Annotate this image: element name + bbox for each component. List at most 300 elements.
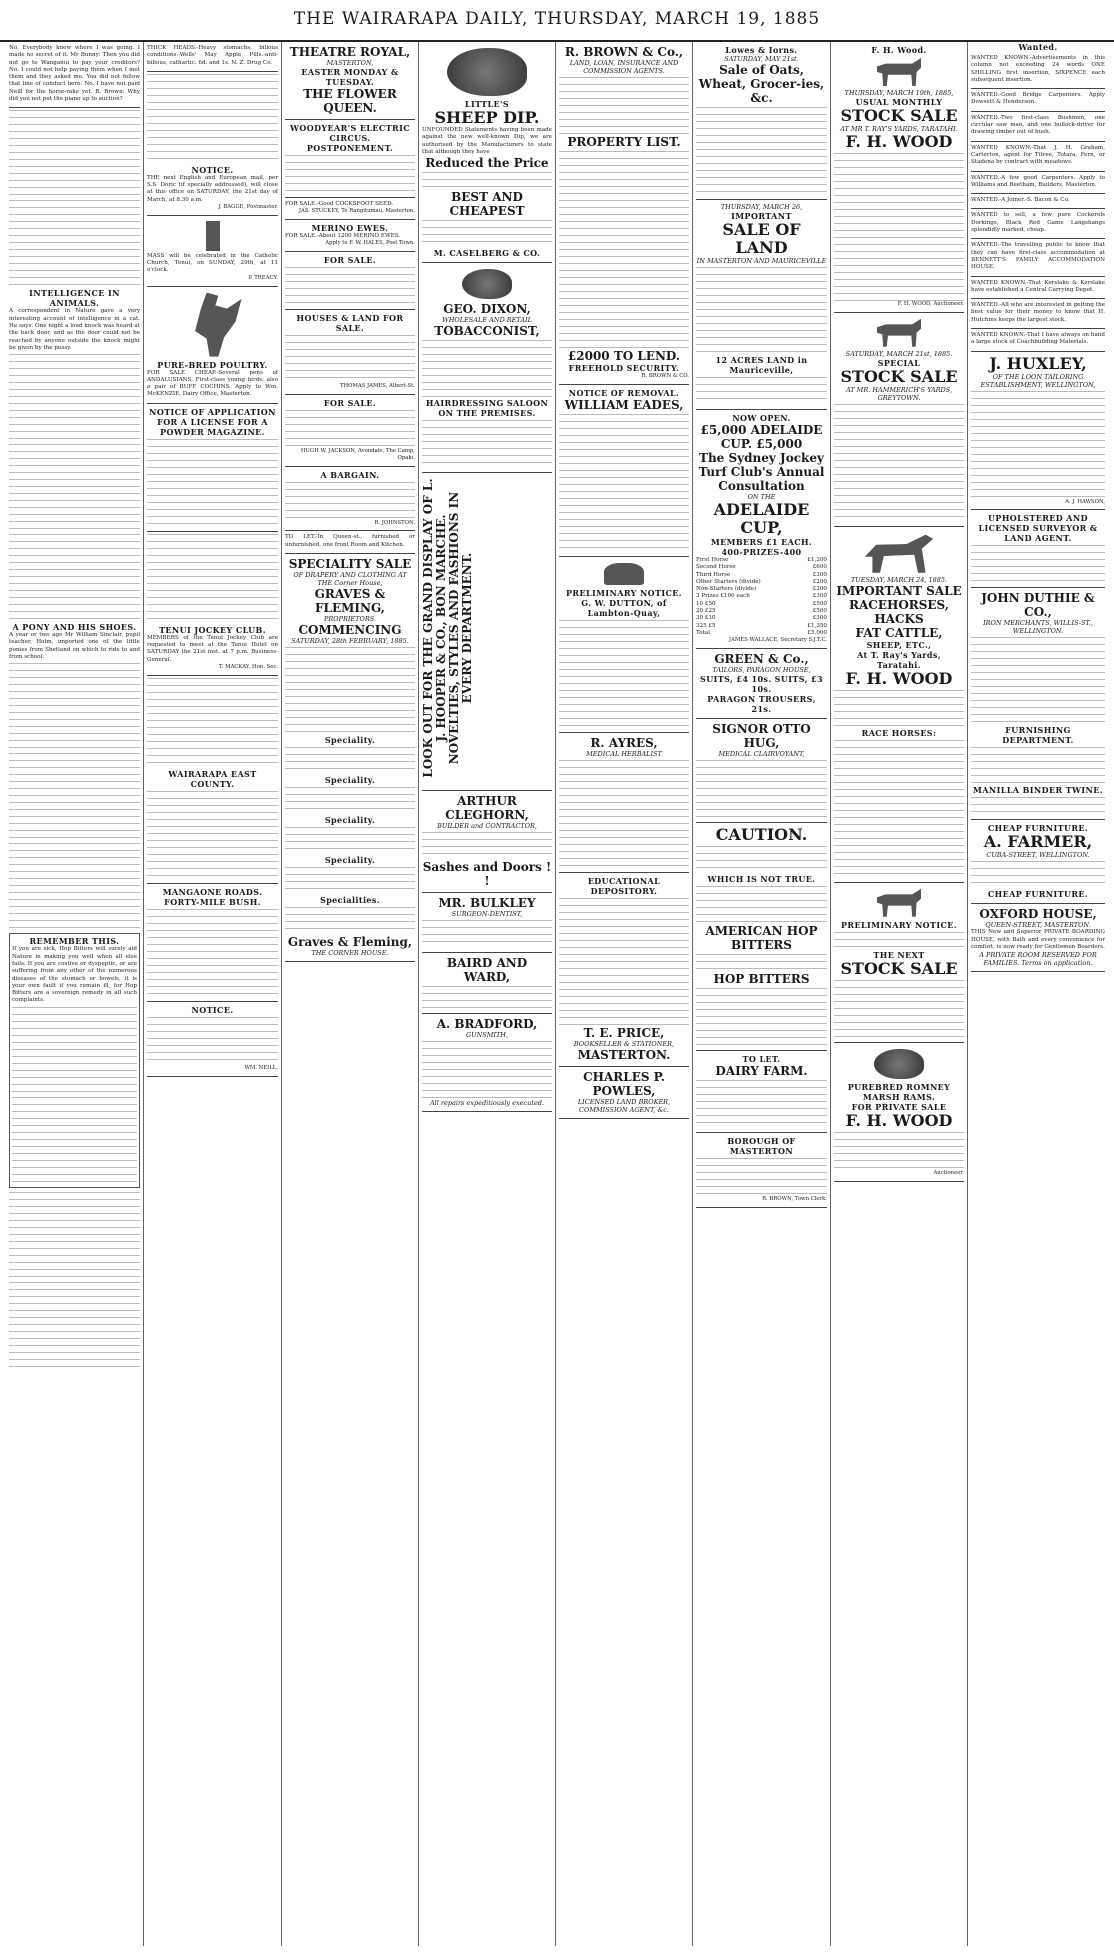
ad-heading: GRAVES & FLEMING, (314, 586, 386, 615)
ad-heading: LITTLE'S (464, 99, 510, 109)
prize-row (696, 557, 827, 564)
text-block (696, 884, 827, 924)
text-block (9, 841, 140, 931)
text-block (559, 758, 689, 868)
ad-heading: PARAGON TROUSERS, 21s. (707, 694, 816, 715)
ad-text: THE next English and European mail, per S.S. Doric (if specially addressed), will close at this office on SATURDAY, the 21st day of March, at 8.30 a.m. (147, 174, 278, 203)
ad-subheading: TUESDAY, MARCH 24, 1885. (850, 575, 948, 584)
text-block (971, 795, 1105, 815)
ad-signature: P. TREACY. (248, 274, 278, 281)
ad-signature: Apply to F. W. HALES, Post Town. (325, 240, 415, 247)
ram-illustration (874, 1049, 924, 1079)
ad-heading: A BARGAIN. (320, 469, 380, 480)
ad-heading: HOP BITTERS (713, 972, 810, 987)
text-block (696, 105, 827, 195)
ad-heading: G. W. DUTTON, of Lambton-Quay, (581, 597, 667, 618)
prize-row (696, 593, 827, 600)
ad-heading: £2000 TO LEND. (567, 349, 681, 363)
wanted-item: WANTED KNOWN.-That Kerslake & Kerslake have established a Central Carrying Depot. (971, 277, 1105, 300)
column-7 (831, 42, 968, 1946)
column-5 (556, 42, 693, 1946)
text-block (147, 437, 278, 527)
ad-heading: 12 ACRES LAND in Mauriceville, (715, 355, 808, 375)
text-block (422, 1039, 552, 1099)
ad-heading: MR. BULKLEY (438, 896, 536, 911)
column-2 (144, 42, 282, 1946)
ad-heading: PRELIMINARY NOTICE. (566, 587, 682, 598)
text-block (696, 844, 827, 874)
ad-heading: R. AYRES, (590, 735, 658, 750)
prize-row (696, 630, 827, 637)
ad-heading: WAIRARAPA EAST COUNTY. (168, 768, 257, 789)
text-block (971, 745, 1105, 785)
text-block (12, 1005, 137, 1095)
ad-heading: R. BROWN & Co., (564, 45, 684, 59)
prize-amount: £600 (812, 564, 827, 571)
column-8 (968, 42, 1108, 1946)
ad-heading: RACE HORSES: (861, 727, 937, 738)
text-block (285, 645, 415, 735)
column-6 (693, 42, 831, 1946)
newspaper-page (6, 42, 1108, 1946)
ad-heading: OXFORD HOUSE, (979, 907, 1097, 922)
ad-heading: FAT CATTLE, (855, 625, 943, 640)
ad-heading: SHEEP DIP. (434, 108, 540, 127)
prize-place: 20 £25 (696, 608, 716, 615)
text-block (834, 402, 964, 522)
prize-place: 325 £5 (696, 622, 716, 629)
text-block (559, 75, 689, 135)
text-block (285, 905, 415, 935)
ad-heading: Sale of Oats, Wheat, Grocer-ies, &c. (698, 63, 825, 105)
text-block (9, 352, 140, 442)
ad-heading: The Sydney Jockey Turf Club's Annual Consultation (698, 451, 825, 493)
ad-heading: Speciality. (324, 734, 376, 745)
text-block (971, 635, 1105, 725)
text-block (559, 149, 689, 349)
text-block (285, 825, 415, 855)
prize-amount: £500 (812, 608, 827, 615)
ad-heading: RACEHORSES, HACKS (849, 597, 949, 626)
text-block (285, 333, 415, 383)
ad-subheading: MEDICAL CLAIRVOYANT, (718, 750, 805, 759)
ad-heading: MANILLA BINDER TWINE. (973, 785, 1103, 796)
prize-amount: £500 (812, 600, 827, 607)
prize-row (696, 572, 827, 579)
prize-row (696, 601, 827, 608)
ad-heading: Speciality. (324, 814, 376, 825)
wanted-item: WANTED.-A few good Carpenters. Apply to Williams and Beetham, Builders, Masterton. (971, 172, 1105, 195)
text-block (9, 1280, 140, 1370)
wanted-item: WANTED KNOWN.-That I have always on hand a large stock of Coachbuilding Materials. (971, 329, 1105, 352)
text-block (559, 412, 689, 552)
prize-amount: £300 (812, 571, 827, 578)
prize-place: Total (696, 629, 711, 636)
text-block (422, 830, 552, 860)
ad-subheading: CUBA-STREET, WELLINGTON. (986, 851, 1090, 860)
ad-heading: HAIRDRESSING SALOON ON THE PREMISES. (425, 398, 549, 419)
ad-subheading: THURSDAY, MARCH 19th, 1885, (844, 89, 954, 97)
ad-text: TO LET.-In Queen-st., furnished or unfurnished, one front Room and Kitchen. (285, 534, 415, 548)
ad-heading: NOTICE. (191, 1004, 234, 1015)
ad-text: FOR SALE CHEAP.-Several pens of ANDALUSIANS, First-class young birds; also a pair of BUFF COCHINS. Apply to Wm. McKENZIE, Dairy Office, Masterton. (147, 369, 278, 398)
ad-heading: MASTERTON. (577, 1047, 671, 1062)
ad-heading: NOTICE. (191, 164, 234, 175)
text-block (422, 984, 552, 1009)
text-block (9, 198, 140, 288)
text-block (147, 532, 278, 622)
ad-heading: SALE OF LAND (722, 220, 801, 257)
ad-signature: WM. NEILL. (244, 1064, 278, 1071)
text-block (285, 865, 415, 895)
sheep-illustration (447, 48, 527, 96)
ad-heading: BAIRD AND WARD, (446, 956, 528, 985)
ad-signature: R. BROWN, Town Clerk. (762, 1196, 827, 1203)
ad-signature: THOMAS JAMES, Albert-St. (339, 383, 415, 390)
prize-place: Second Horse (696, 564, 736, 571)
prize-place: Other Starters (divide) (696, 578, 761, 585)
text-block (834, 738, 964, 878)
text-block (422, 170, 552, 190)
ad-heading: Sashes and Doors ! ! (422, 860, 552, 889)
ad-heading: 400-PRIZES-400 (721, 547, 802, 557)
ad-heading: J. HUXLEY, (989, 353, 1087, 373)
ad-signature: Auctioneer. (933, 1169, 964, 1176)
ad-heading: WILLIAM EADES, (564, 397, 684, 412)
ad-heading: EASTER MONDAY & TUESDAY. (301, 67, 399, 87)
ad-heading: SIGNOR OTTO HUG, (712, 722, 811, 751)
ad-heading: PUREBRED ROMNEY MARSH RAMS. (847, 1081, 951, 1102)
ad-heading: PROPERTY LIST. (567, 135, 681, 149)
text-block (9, 751, 140, 841)
prize-row (696, 608, 827, 615)
ad-heading: Speciality. (324, 854, 376, 865)
ad-heading: Speciality. (324, 774, 376, 785)
ad-heading: WHICH IS NOT TRUE. (707, 874, 816, 885)
ad-heading: FOR SALE. (323, 397, 377, 408)
prize-place: Third Horse (696, 571, 731, 578)
ad-heading: BOROUGH OF MASTERTON (727, 1136, 796, 1157)
ad-subheading: SURGEON-DENTIST, (451, 910, 523, 919)
ad-heading: STOCK SALE (840, 106, 958, 125)
ad-subheading: WHOLESALE AND RETAIL (442, 316, 532, 325)
ad-subheading: THURSDAY, MARCH 26, (720, 203, 803, 211)
prize-amount: £300 (812, 593, 827, 600)
text-block (834, 151, 964, 301)
ad-subheading: IN MASTERTON AND MAURICEVILLE (696, 257, 827, 265)
ad-heading: COMMENCING (298, 622, 402, 637)
ad-heading: AMERICAN HOP BITTERS (705, 924, 818, 953)
ad-signature: J. BAGGE, Postmaster. (218, 204, 278, 211)
ad-subheading: OF DRAPERY AND CLOTHING AT THE Corner House, (293, 570, 407, 587)
ad-heading: FREEHOLD SECURITY. (568, 363, 680, 373)
prize-amount: £1,200 (807, 557, 827, 563)
ad-heading: SPECIAL (877, 357, 921, 368)
ad-heading: F. H. WOOD (845, 668, 953, 688)
ad-heading: A. FARMER, (983, 832, 1093, 852)
prize-place: Non-Starters (divide) (696, 586, 757, 593)
wanted-item: WANTED KNOWN.-That J. H. Graham, Carterton, agent for Titree, Totara, Fern, or Stadena by contract with meadows. (971, 142, 1105, 172)
text-block (285, 265, 415, 305)
ad-heading: SUITS, £4 10s. SUITS, £3 10s. (700, 674, 823, 695)
text-block (285, 480, 415, 520)
prize-amount: £200 (812, 586, 827, 593)
text-block (9, 108, 140, 198)
prize-place: 30 £10 (696, 615, 716, 622)
ad-heading: THE NEXT (873, 949, 925, 960)
column-header: Wanted. (1018, 42, 1058, 52)
ad-heading: T. E. PRICE, (583, 1025, 665, 1040)
ad-subheading: PROPRIETORS. (323, 614, 377, 623)
ad-subheading: LICENSED LAND BROKER, COMMISSION AGENT, &c. (577, 1097, 671, 1114)
ad-subheading: SATURDAY, 28th FEBRUARY, 1885. (291, 636, 409, 645)
ad-subheading: AT MR T. RAY'S YARDS, TARATAHI. (840, 125, 958, 133)
ad-heading: Reduced the Price (425, 156, 549, 171)
wanted-item: WANTED.-The travelling public to know that they can have first-class accommodation at BENNETT'S FAMILY ACCOMMODATION HOUSE. (971, 239, 1105, 276)
sheep-illustration (462, 269, 512, 299)
prize-amount: £200 (812, 578, 827, 585)
text-block (147, 72, 278, 162)
text-block (696, 265, 827, 355)
ad-heading: Graves & Fleming, (287, 934, 413, 949)
crown-emblem-icon (604, 563, 644, 585)
wanted-item: WANTED.-Good Bridge Carpenters. Apply Dowsett & Henderson. (971, 89, 1105, 112)
ad-subheading: LAND, LOAN, INSURANCE AND COMMISSION AGENTS. (569, 59, 679, 75)
cross-icon (206, 221, 220, 251)
prize-row (696, 586, 827, 593)
wanted-item: WANTED.-All who are interested in getting the best value for their money to know that H. Hutchins keeps the largest stock. (971, 299, 1105, 329)
column-1 (6, 42, 144, 1946)
text-block (696, 375, 827, 405)
ad-heading: FOR SALE. (323, 255, 377, 266)
text-block (696, 986, 827, 1046)
story-text: If you are sick, Hop Bitters will surely aid Nature in making you well when all else fails. If you are costive or dyspeptic, or are suffering from any other of the numerous diseases of the stomach or bowels, it is your own fault if you remain ill, for Hop Bitters are a sovereign remedy in all such complaints. (12, 946, 137, 1004)
text-block (422, 218, 552, 248)
ad-subheading: OF THE LOON TAILORING ESTABLISHMENT, WELLINGTON, (980, 372, 1096, 389)
ad-heading: £5,000 ADELAIDE CUP. £5,000 (700, 423, 823, 451)
story-text: A correspondent in Nature gave a very interesting account of intelligence in a cat. He says: One night a loud knock was heard at the back door, and as the door could not be reached by anyone outside the knock might be given by the pussy. (9, 308, 140, 351)
rooster-illustration (184, 293, 242, 357)
ad-subheading: All repairs expeditiously executed. (429, 1099, 545, 1108)
prize-amount: £300 (812, 615, 827, 622)
ad-signature: R. JOHNSTON. (374, 519, 415, 526)
ad-heading: PRELIMINARY NOTICE. (841, 919, 957, 930)
prize-row (696, 615, 827, 622)
ad-heading: CHEAP FURNITURE. (987, 889, 1089, 900)
ad-text: FOR SALE.-About 1200 MERINO EWES. (285, 233, 401, 240)
text-block (834, 688, 964, 728)
ad-heading: FOR PRIVATE SALE (851, 1101, 947, 1112)
ad-heading: STOCK SALE (840, 366, 958, 386)
text-block (971, 543, 1105, 583)
ad-heading: WOODYEAR'S ELECTRIC CIRCUS. (289, 123, 411, 143)
ad-heading: CAUTION. (715, 825, 808, 845)
ad-heading: FORTY-MILE BUSH. (164, 896, 261, 907)
ad-subheading: A PRIVATE ROOM RESERVED FOR FAMILIES. Terms on application. (979, 951, 1097, 968)
ad-heading: TENUI JOCKEY CLUB. (159, 624, 266, 635)
column-header: Lowes & Iorns. (725, 45, 798, 55)
text-block (9, 661, 140, 751)
text-block (9, 1190, 140, 1280)
text-block (9, 442, 140, 532)
cattle-illustration (877, 889, 921, 917)
text-block (147, 907, 278, 997)
ad-subheading: MEDICAL HERBALIST (586, 749, 662, 758)
wanted-item: WANTED to sell, a few pure Cockerels Dorkings, Black Red Game Langshangs splendidly marked, cheap. (971, 209, 1105, 239)
ad-subheading: BUILDER and CONTRACTOR, (437, 822, 537, 831)
ad-heading: TOBACCONIST, (434, 324, 540, 339)
prize-amount: £5,000 (807, 629, 827, 636)
newspaper-title: THE WAIRARAPA DAILY, THURSDAY, MARCH 19, 1885 (293, 9, 821, 29)
ad-heading: F. H. WOOD (845, 1110, 953, 1130)
text-block (971, 389, 1105, 499)
ad-heading: FURNISHING DEPARTMENT. (1002, 725, 1074, 746)
ad-heading: ADELAIDE CUP, (713, 500, 810, 537)
ad-heading: JOHN DUTHIE & CO., (981, 591, 1095, 620)
ad-text: THIS New and Superior PRIVATE BOARDING HOUSE, with Bath and every convenience for comfort, is now ready for Gentlemen Boarders. (971, 929, 1105, 950)
text-block (834, 978, 964, 1038)
ad-text: UNFOUNDED Statements having been made against the new well-known Dip, we are authorised by the Manufacturers to state that although they have (422, 127, 552, 155)
ad-heading: MERINO EWES. (311, 223, 389, 234)
story-text: No. Everybody knew where I was going. I made no secret of it. Mr Bunny: Then you did not go to Wanganui to pay your creditors? No. I could not help paying them when I met them and they asked me. You did not follow that line of conduct here. No. I have not paid Neill for the horse-rake yet. R. Brown: Why did you not put the piano up to auction? (9, 42, 140, 108)
horse-illustration (861, 533, 937, 573)
column-3 (282, 42, 419, 1946)
wanted-item: WANTED.-A Joiner.-S. Bacon & Co. (971, 194, 1105, 209)
text-block (696, 758, 827, 818)
column-header: F. H. Wood. (871, 45, 927, 55)
ad-text: FOR SALE.-Good COCKSFOOT SEED. (285, 201, 394, 207)
ad-heading: TO LET. (742, 1054, 781, 1065)
ad-heading: IMPORTANT (731, 211, 792, 221)
ad-signature: F. H. WOOD, Auctioneer. (897, 301, 964, 307)
ad-heading: BEST AND CHEAPEST (449, 190, 525, 219)
text-block (422, 338, 552, 398)
prize-place: First Horse (696, 557, 729, 563)
section-heading: REMEMBER THIS. (29, 936, 120, 947)
ad-heading: NOTICE OF APPLICATION FOR A LICENSE FOR A POWDER MAGAZINE. (149, 406, 276, 437)
text-block (147, 1015, 278, 1065)
ad-subheading: GUNSMITH, (465, 1031, 509, 1040)
ad-heading: NOTICE OF REMOVAL. (568, 387, 680, 398)
ad-subheading: QUEEN-STREET, MASTERTON. (985, 921, 1091, 930)
cattle-illustration (877, 319, 921, 347)
text-block (147, 676, 278, 766)
text-block (559, 896, 689, 1026)
prize-list (696, 557, 827, 637)
ad-signature: A. J. HAWSON, (1065, 498, 1105, 505)
ad-signature: R. BROWN & CO. (641, 373, 689, 379)
ad-heading: ARTHUR CLEGHORN, (445, 794, 529, 823)
ad-heading: DAIRY FARM. (715, 1064, 808, 1079)
text-block (285, 785, 415, 815)
ad-heading: POSTPONEMENT. (306, 143, 394, 153)
ad-heading: USUAL MONTHLY (855, 97, 943, 107)
ad-subheading: SATURDAY, MAY 21st. (724, 55, 799, 63)
ad-signature: HUGH W. JACKSON, Avondale, The Camp, Opaki. (300, 447, 415, 461)
text-block (696, 952, 827, 972)
ad-text: MEMBERS of the Tenui Jockey Club are requested to meet at the Tenui Hotel on SATURDAY the 21st inst. at 7 p.m. Business-General. (147, 634, 278, 663)
ad-subheading: IRON MERCHANTS, WILLIS-ST., WELLINGTON. (983, 619, 1093, 636)
text-block (971, 859, 1105, 889)
ad-subheading: ON THE (747, 493, 776, 501)
ad-heading: IMPORTANT SALE (836, 583, 962, 598)
masthead (0, 0, 1114, 42)
text-block (422, 418, 552, 468)
ad-subheading: THE CORNER HOUSE. (311, 948, 389, 957)
ad-heading: SHEEP, ETC., (866, 639, 932, 650)
ad-heading: EDUCATIONAL DEPOSITORY. (587, 875, 661, 896)
text-block (834, 1130, 964, 1170)
ad-heading: MEMBERS £1 EACH. (710, 537, 813, 547)
ad-subheading: TAILORS, PARAGON HOUSE, (712, 666, 811, 675)
prize-amount: £1,350 (807, 622, 827, 629)
text-block (834, 930, 964, 950)
section-heading: A PONY AND HIS SHOES. (12, 622, 137, 633)
prize-place: 10 £50 (696, 600, 716, 607)
ad-heading: STOCK SALE (840, 958, 958, 978)
story-text: A year or two ago Mr William Sinclair, pupil teacher, Holm, imported one of the little ponies from Shetland on which to ride to and from school. (9, 632, 140, 661)
ad-heading: THE FLOWER QUEEN. (303, 87, 397, 115)
ad-signature: JAS. STUCKEY, Te Rangitumau, Masterton. (298, 208, 415, 215)
prize-place: 3 Prizes £100 each (696, 593, 750, 600)
ad-subheading: SATURDAY, MARCH 21st, 1885. (845, 349, 953, 358)
wanted-item: WANTED KNOWN.-Advertisements in this column not exceeding 24 words ONE SHILLING first insertion, SIXPENCE each subsequent insertion. (971, 52, 1105, 89)
ad-signature: T. MACKAY, Hon. Sec. (219, 663, 278, 670)
text-block (12, 1095, 137, 1185)
wanted-list (971, 52, 1105, 352)
ad-heading: A. BRADFORD, (436, 1017, 538, 1032)
text-block (9, 532, 140, 622)
ad-heading: MANGAONE ROADS. (162, 886, 263, 897)
wanted-item: WANTED.-Two first-class Bushmen, one circular saw man, and one bullock-driver for drawing timber out of bush. (971, 112, 1105, 142)
text-block (147, 789, 278, 879)
ad-heading: THEATRE ROYAL, (289, 45, 411, 59)
advertisement: THICK HEADS.-Heavy stomachs, bilious conditions.-Wells' May Apple Pills.-anti-bilious, cathartic. 6d. and 1s. N. Z. Drug Co. (147, 42, 278, 72)
ad-heading: UPHOLSTERED AND LICENSED SURVEYOR & LAND AGENT. (978, 513, 1098, 544)
ad-subheading: BOOKSELLER & STATIONER, (573, 1039, 675, 1048)
section-heading: INTELLIGENCE IN ANIMALS. (29, 288, 120, 309)
prize-row (696, 564, 827, 571)
cattle-illustration (877, 58, 921, 86)
ad-subheading: AT MR. HAMMERICH'S YARDS, GREYTOWN. (845, 385, 953, 402)
ad-heading: At T. Ray's Yards, Taratahi. (856, 649, 941, 670)
text-block (559, 618, 689, 728)
ad-heading: M. CASELBERG & CO. (433, 248, 541, 259)
ad-heading: CHARLES P. POWLES, (583, 1069, 665, 1098)
ad-heading: HOUSES & LAND FOR SALE. (296, 313, 404, 334)
hooper-vertical-ad: LOOK OUT FOR THE GRAND DISPLAY OF L. J. HOOPER & CO., BON MARCHE. NOVELTIES, STYLES AND FASHIONS IN EVERY DEPARTMENT. (421, 478, 474, 778)
ad-heading: GEO. DIXON, (443, 302, 531, 317)
text-block (422, 918, 552, 948)
ad-heading: CHEAP FURNITURE. (987, 823, 1089, 834)
ad-heading: SPECIALITY SALE (288, 556, 412, 571)
ad-heading: NOW OPEN. (732, 413, 791, 423)
ad-heading: GREEN & Co., (714, 652, 809, 667)
ad-subheading: MASTERTON, (326, 59, 374, 67)
text-block (696, 1156, 827, 1196)
column-4 (419, 42, 556, 1946)
ad-signature: JAMES WALLACE, Secretary S.J.T.C. (728, 637, 827, 644)
ad-heading: Specialities. (320, 894, 380, 905)
ad-text: MASS will be celebrated in the Catholic Church, Tenui, on SUNDAY, 29th, at 11 o'clock. (147, 252, 278, 274)
text-block (285, 153, 415, 193)
text-block (696, 1078, 827, 1128)
text-block (285, 745, 415, 775)
ad-heading: F. H. WOOD (845, 132, 953, 151)
ad-heading: PURE-BRED POULTRY. (157, 359, 268, 370)
text-block (285, 408, 415, 448)
prize-row (696, 623, 827, 630)
